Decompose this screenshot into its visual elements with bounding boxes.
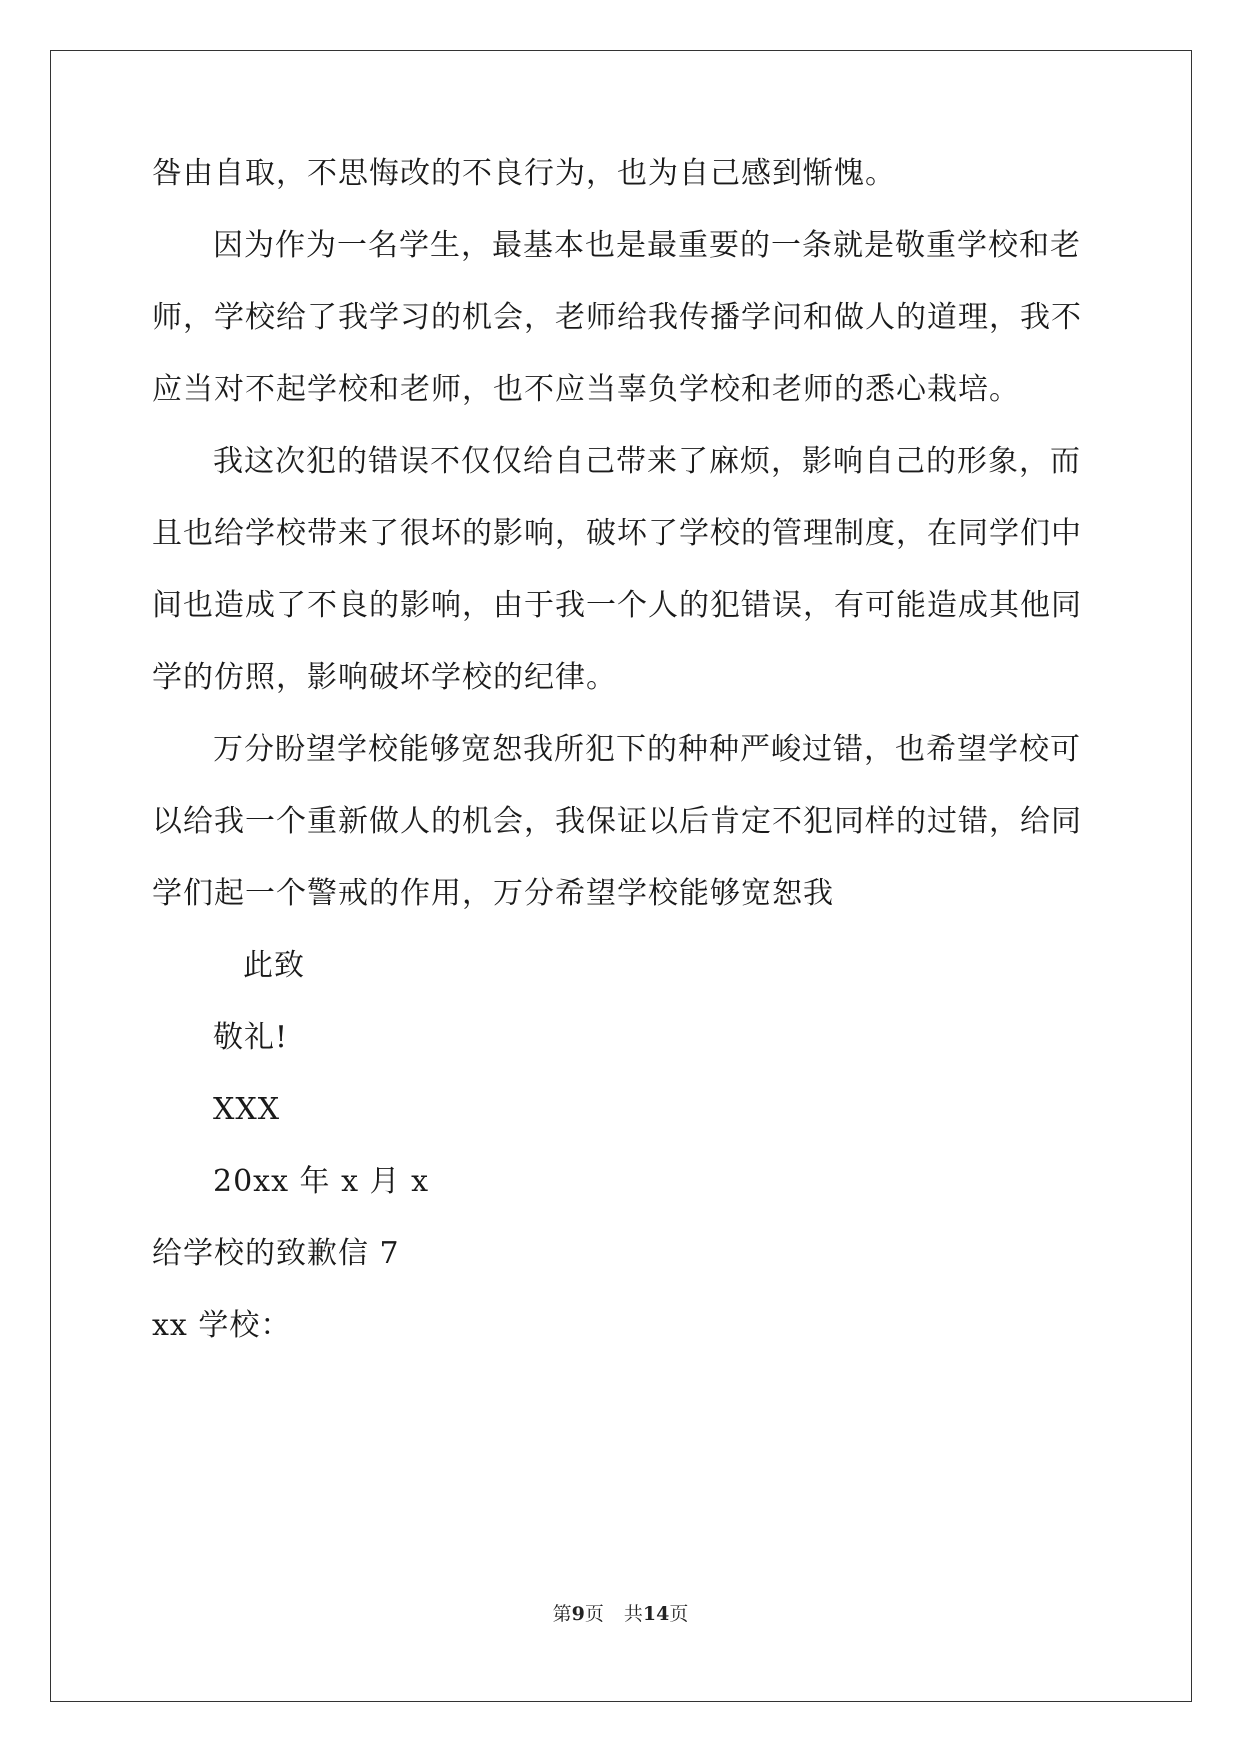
signature-name: XXX [213, 1092, 281, 1127]
page-footer [0, 1602, 1241, 1626]
total-pages: 14 [642, 1603, 670, 1625]
body-line-2: 因为作为一名学生，最基本也是最重要的一条就是敬重学校和老 [213, 228, 1081, 263]
letter-addressee: xx 学校： [152, 1308, 292, 1343]
body-line-7: 间也造成了不良的影响，由于我一个人的犯错误，有可能造成其他同 [152, 588, 1082, 623]
total-prefix: 共 [623, 1603, 643, 1625]
body-line-1: 咎由自取，不思悔改的不良行为，也为自己感到惭愧。 [152, 156, 896, 191]
body-line-4: 应当对不起学校和老师，也不应当辜负学校和老师的悉心栽培。 [152, 372, 1020, 407]
closing-regards: 敬礼! [213, 1020, 289, 1055]
body-line-11: 学们起一个警戒的作用，万分希望学校能够宽恕我 [152, 876, 834, 911]
body-line-9: 万分盼望学校能够宽恕我所犯下的种种严峻过错，也希望学校可 [213, 732, 1081, 767]
body-line-10: 以给我一个重新做人的机会，我保证以后肯定不犯同样的过错，给同 [152, 804, 1082, 839]
body-line-6: 且也给学校带来了很坏的影响，破坏了学校的管理制度，在同学们中 [152, 516, 1082, 551]
signature-date: 20xx 年 x 月 x [213, 1164, 429, 1199]
total-suffix: 页 [669, 1603, 689, 1625]
section-heading: 给学校的致歉信 7 [152, 1236, 400, 1271]
body-line-3: 师，学校给了我学习的机会，老师给我传播学问和做人的道理，我不 [152, 300, 1082, 335]
body-line-5: 我这次犯的错误不仅仅给自己带来了麻烦，影响自己的形象，而 [213, 444, 1081, 479]
body-line-8: 学的仿照，影响破坏学校的纪律。 [152, 660, 617, 695]
page-number: 9 [571, 1603, 585, 1625]
closing-salutation: 此致 [243, 948, 305, 983]
page-prefix: 第 [552, 1603, 572, 1625]
page-suffix: 页 [584, 1603, 604, 1625]
